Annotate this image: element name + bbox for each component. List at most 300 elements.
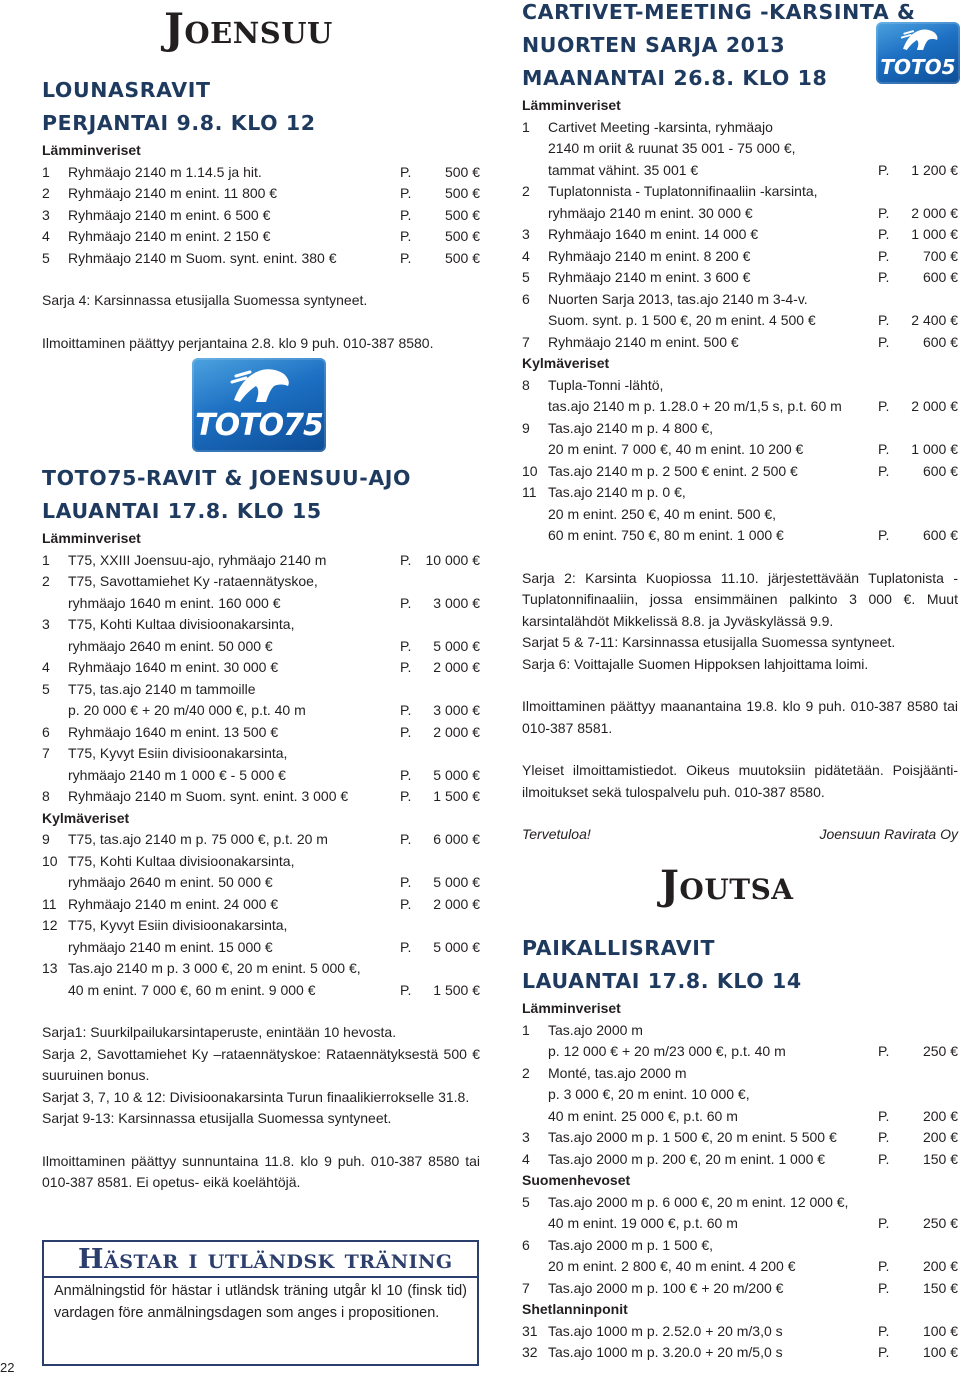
finnhorse-subheading: Suomenhevoset bbox=[522, 1172, 631, 1188]
prize-amount bbox=[902, 117, 958, 139]
race-description: Ryhmäajo 2140 m Suom. synt. enint. 380 € bbox=[68, 249, 337, 266]
race-number: 10 bbox=[42, 852, 58, 869]
race-row bbox=[42, 614, 480, 636]
prize-amount: 600 € bbox=[922, 527, 958, 543]
race-number: 4 bbox=[522, 1150, 530, 1167]
race-description: 20 m enint. 7 000 €, 40 m enint. 10 200 € bbox=[548, 441, 804, 457]
race-row bbox=[522, 375, 958, 397]
toto75-section bbox=[42, 462, 480, 1194]
race-row bbox=[522, 1256, 958, 1278]
prize-prefix bbox=[400, 679, 424, 701]
race-number bbox=[42, 765, 68, 787]
race-row bbox=[522, 1278, 958, 1300]
race-description: Ryhmäajo 2140 m 1.14.5 ja hit. bbox=[68, 163, 262, 180]
race-number bbox=[522, 1041, 548, 1063]
race-description: tas.ajo 2140 m p. 1.28.0 + 20 m/1,5 s, p.t. 60 m bbox=[548, 398, 842, 414]
note-text: Sarjat 5 & 7-11: Karsinnassa etusijalla Suomessa syntyneet. bbox=[522, 634, 896, 650]
race-row bbox=[522, 1235, 958, 1257]
race-number: 6 bbox=[522, 290, 530, 307]
race-list bbox=[522, 375, 958, 547]
prize-prefix: P. bbox=[878, 204, 890, 221]
prize-amount: 200 € bbox=[922, 1258, 958, 1274]
prize-prefix bbox=[878, 138, 902, 160]
prize-amount: 1 200 € bbox=[911, 161, 958, 178]
prize-prefix: P. bbox=[878, 312, 890, 328]
notes-list bbox=[42, 1022, 480, 1130]
race-description: Tuplatonnista - Tuplatonnifinaaliin -karsinta, bbox=[548, 183, 818, 199]
race-number bbox=[522, 1256, 548, 1278]
race-description: Tupla-Tonni -lähtö, bbox=[548, 376, 664, 393]
race-row bbox=[522, 1127, 958, 1149]
prize-amount bbox=[424, 679, 480, 701]
prize-prefix bbox=[878, 181, 902, 203]
prize-prefix: P. bbox=[878, 398, 890, 414]
joutsa-section bbox=[522, 932, 958, 1364]
race-description: Ryhmäajo 2140 m enint. 2 150 € bbox=[68, 228, 271, 244]
race-description: 40 m enint. 19 000 €, p.t. 60 m bbox=[548, 1215, 738, 1231]
prize-amount bbox=[902, 289, 958, 311]
race-number: 5 bbox=[42, 680, 50, 697]
race-number bbox=[522, 1213, 548, 1235]
race-description: Tas.ajo 2140 m p. 3 000 €, 20 m enint. 5 000 €, bbox=[68, 960, 361, 976]
race-description: Tas.ajo 2140 m p. 0 €, bbox=[548, 484, 686, 500]
foreign-training-box bbox=[42, 1240, 479, 1366]
prize-prefix: P. bbox=[400, 594, 412, 611]
race-row bbox=[522, 1084, 958, 1106]
prize-prefix: P. bbox=[878, 527, 890, 543]
race-description: 60 m enint. 750 €, 80 m enint. 1 000 € bbox=[548, 527, 784, 543]
note-text: Sarja 6: Voittajalle Suomen Hippoksen lahjoittama loimi. bbox=[522, 655, 869, 672]
race-number: 4 bbox=[42, 228, 50, 244]
warm-blood-subheading: Lämminveriset bbox=[42, 142, 141, 158]
race-row bbox=[522, 181, 958, 203]
notes-list bbox=[522, 568, 958, 676]
race-row bbox=[42, 593, 480, 615]
prize-prefix: P. bbox=[878, 161, 890, 178]
joutsa-heading: PAIKALLISRAVIT bbox=[522, 936, 716, 960]
race-row bbox=[42, 571, 480, 593]
race-number: 1 bbox=[42, 163, 50, 180]
race-row bbox=[42, 679, 480, 701]
note-text: Sarja 4: Karsinnassa etusijalla Suomessa syntyneet. bbox=[42, 292, 368, 308]
prize-amount: 2 000 € bbox=[433, 659, 480, 675]
prize-prefix: P. bbox=[400, 163, 412, 180]
prize-prefix bbox=[878, 418, 902, 440]
prize-amount: 5 000 € bbox=[433, 637, 480, 654]
prize-prefix bbox=[878, 1192, 902, 1214]
race-description: tammat vähint. 35 001 € bbox=[548, 161, 699, 178]
prize-prefix: P. bbox=[400, 981, 412, 998]
prize-amount: 3 000 € bbox=[433, 702, 480, 718]
race-description: ryhmäajo 2140 m 1 000 € - 5 000 € bbox=[68, 766, 286, 783]
race-description: Ryhmäajo 2140 m Suom. synt. enint. 3 000 € bbox=[68, 788, 349, 804]
prize-prefix: P. bbox=[878, 269, 890, 285]
race-number: 10 bbox=[522, 462, 538, 479]
prize-prefix: P. bbox=[878, 247, 890, 264]
prize-amount bbox=[902, 504, 958, 526]
horse-head-icon bbox=[226, 364, 296, 408]
race-number: 7 bbox=[42, 745, 50, 761]
prize-prefix: P. bbox=[878, 1043, 890, 1059]
race-number: 12 bbox=[42, 917, 58, 933]
prize-prefix: P. bbox=[878, 1107, 890, 1124]
prize-prefix bbox=[400, 915, 424, 937]
general-info-text: Yleiset ilmoittamistiedot. Oikeus muutoksiin pidätetään. Poisjäänti-ilmoitukset sekä tulospalvelu puh. 010-387 8580. bbox=[522, 762, 958, 800]
prize-amount bbox=[902, 418, 958, 440]
race-row bbox=[42, 226, 480, 248]
prize-amount: 5 000 € bbox=[433, 766, 480, 783]
box-title: Hästar i utländsk träning bbox=[78, 1244, 453, 1275]
prize-prefix: P. bbox=[400, 895, 412, 912]
note-text: Sarjat 3, 7, 10 & 12: Divisioonakarsinta Turun finaalikierrokselle 31.8. bbox=[42, 1088, 470, 1105]
prize-amount: 600 € bbox=[922, 269, 958, 285]
race-description: 20 m enint. 2 800 €, 40 m enint. 4 200 € bbox=[548, 1258, 796, 1274]
prize-amount: 500 € bbox=[444, 163, 480, 180]
race-row bbox=[522, 1321, 958, 1343]
race-number: 4 bbox=[522, 247, 530, 264]
prize-prefix: P. bbox=[878, 1129, 890, 1145]
prize-amount bbox=[424, 743, 480, 765]
race-number: 1 bbox=[522, 1021, 530, 1038]
prize-prefix: P. bbox=[878, 1344, 890, 1360]
prize-amount: 500 € bbox=[444, 206, 480, 223]
prize-prefix: P. bbox=[878, 1279, 890, 1296]
race-description: 2140 m oriit & ruunat 35 001 - 75 000 €, bbox=[548, 140, 796, 156]
race-description: Tas.ajo 2140 m p. 2 500 € enint. 2 500 € bbox=[548, 462, 798, 479]
cold-blood-subheading: Kylmäveriset bbox=[42, 809, 130, 826]
prize-amount bbox=[902, 138, 958, 160]
race-row bbox=[522, 461, 958, 483]
prize-amount bbox=[902, 1020, 958, 1042]
toto5-logo-text: TOTO5 bbox=[880, 55, 956, 79]
prize-amount bbox=[902, 482, 958, 504]
race-description: Suom. synt. p. 1 500 €, 20 m enint. 4 500 € bbox=[548, 312, 816, 328]
race-number: 1 bbox=[42, 551, 50, 568]
prize-prefix: P. bbox=[878, 226, 890, 242]
race-row bbox=[522, 332, 958, 354]
race-number: 5 bbox=[522, 1193, 530, 1210]
race-number bbox=[42, 980, 68, 1002]
toto75-date: LAUANTAI 17.8. KLO 15 bbox=[42, 499, 322, 523]
race-number: 7 bbox=[522, 333, 530, 350]
cartivet-heading: CARTIVET-MEETING -KARSINTA & bbox=[522, 0, 916, 24]
race-number bbox=[522, 160, 548, 182]
race-number bbox=[42, 636, 68, 658]
prize-prefix: P. bbox=[400, 938, 412, 955]
race-description: Cartivet Meeting -karsinta, ryhmäajo bbox=[548, 118, 773, 135]
prize-prefix: P. bbox=[400, 831, 412, 847]
prize-amount bbox=[902, 375, 958, 397]
prize-amount bbox=[424, 614, 480, 636]
race-row bbox=[522, 1063, 958, 1085]
race-row bbox=[522, 1213, 958, 1235]
prize-prefix: P. bbox=[400, 551, 412, 568]
race-list bbox=[522, 1192, 958, 1300]
race-row bbox=[42, 872, 480, 894]
registration-text: Ilmoittaminen päättyy maanantaina 19.8. klo 9 puh. 010-387 8580 tai 010-387 8581. bbox=[522, 698, 958, 736]
prize-amount: 250 € bbox=[922, 1215, 958, 1231]
race-description: T75, tas.ajo 2140 m p. 75 000 €, p.t. 20 m bbox=[68, 831, 328, 847]
race-number bbox=[522, 504, 548, 526]
toto75-heading: TOTO75-RAVIT & JOENSUU-AJO bbox=[42, 466, 412, 490]
race-row bbox=[42, 915, 480, 937]
race-description: Ryhmäajo 2140 m enint. 500 € bbox=[548, 333, 739, 350]
prize-amount bbox=[424, 851, 480, 873]
race-row bbox=[522, 482, 958, 504]
prize-amount: 2 000 € bbox=[433, 723, 480, 740]
prize-amount bbox=[902, 1063, 958, 1085]
race-description: Ryhmäajo 2140 m enint. 6 500 € bbox=[68, 206, 271, 223]
prize-prefix bbox=[878, 1063, 902, 1085]
race-row bbox=[42, 205, 480, 227]
prize-prefix: P. bbox=[878, 462, 890, 479]
race-number: 3 bbox=[522, 1129, 530, 1145]
prize-amount: 1 500 € bbox=[433, 981, 480, 998]
race-description: 40 m enint. 25 000 €, p.t. 60 m bbox=[548, 1107, 738, 1124]
town-title-joensuu: Joensuu bbox=[164, 4, 333, 53]
race-description: Ryhmäajo 1640 m enint. 13 500 € bbox=[68, 723, 279, 740]
race-number: 2 bbox=[42, 185, 50, 201]
race-row bbox=[42, 937, 480, 959]
race-description: Tas.ajo 2140 m p. 4 800 €, bbox=[548, 419, 713, 436]
warm-blood-subheading: Lämminveriset bbox=[522, 97, 621, 113]
joutsa-date: LAUANTAI 17.8. KLO 14 bbox=[522, 969, 802, 993]
race-number: 9 bbox=[42, 831, 50, 847]
race-number bbox=[522, 138, 548, 160]
race-row bbox=[522, 289, 958, 311]
prize-amount bbox=[902, 1084, 958, 1106]
race-row bbox=[522, 396, 958, 418]
race-number: 32 bbox=[522, 1344, 538, 1360]
race-description: T75, Kohti Kultaa divisioonakarsinta, bbox=[68, 852, 295, 869]
race-list bbox=[42, 550, 480, 808]
race-row bbox=[522, 267, 958, 289]
race-description: Tas.ajo 1000 m p. 2.52.0 + 20 m/3,0 s bbox=[548, 1322, 783, 1339]
prize-amount: 10 000 € bbox=[425, 551, 480, 568]
race-description: 20 m enint. 250 €, 40 m enint. 500 €, bbox=[548, 505, 777, 522]
prize-prefix bbox=[878, 117, 902, 139]
prize-prefix: P. bbox=[878, 333, 890, 350]
lounasravit-date: PERJANTAI 9.8. KLO 12 bbox=[42, 111, 316, 135]
race-list bbox=[522, 117, 958, 354]
race-row bbox=[522, 203, 958, 225]
race-description: Tas.ajo 1000 m p. 3.20.0 + 20 m/5,0 s bbox=[548, 1344, 783, 1360]
race-number: 1 bbox=[522, 118, 530, 135]
race-row bbox=[522, 1149, 958, 1171]
warm-blood-subheading: Lämminveriset bbox=[42, 530, 141, 546]
race-description: p. 12 000 € + 20 m/23 000 €, p.t. 40 m bbox=[548, 1043, 786, 1059]
prize-amount bbox=[902, 181, 958, 203]
race-description: T75, Kyvyt Esiin divisioonakarsinta, bbox=[68, 745, 288, 761]
prize-amount: 250 € bbox=[922, 1043, 958, 1059]
race-row bbox=[522, 1041, 958, 1063]
race-row bbox=[42, 722, 480, 744]
race-number: 3 bbox=[522, 226, 530, 242]
race-description: Tas.ajo 2000 m p. 6 000 €, 20 m enint. 12 000 €, bbox=[548, 1193, 849, 1210]
cartivet-section bbox=[522, 0, 958, 846]
race-row bbox=[522, 117, 958, 139]
race-description: T75, Kohti Kultaa divisioonakarsinta, bbox=[68, 616, 295, 632]
cold-blood-subheading: Kylmäveriset bbox=[522, 355, 610, 371]
prize-amount: 100 € bbox=[922, 1322, 958, 1339]
race-row bbox=[522, 525, 958, 547]
race-description: ryhmäajo 1640 m enint. 160 000 € bbox=[68, 594, 281, 611]
prize-amount bbox=[424, 958, 480, 980]
prize-amount: 2 000 € bbox=[433, 895, 480, 912]
race-row bbox=[522, 1192, 958, 1214]
prize-prefix bbox=[400, 571, 424, 593]
toto75-logo bbox=[192, 358, 326, 452]
race-row bbox=[42, 657, 480, 679]
prize-prefix bbox=[400, 614, 424, 636]
note-text: Sarjat 9-13: Karsinnassa etusijalla Suomessa syntyneet. bbox=[42, 1110, 392, 1126]
race-description: Ryhmäajo 1640 m enint. 14 000 € bbox=[548, 226, 759, 242]
race-number: 7 bbox=[522, 1279, 530, 1296]
cartivet-date: MAANANTAI 26.8. KLO 18 bbox=[522, 66, 828, 90]
race-list bbox=[42, 829, 480, 1001]
race-row bbox=[42, 851, 480, 873]
lounasravit-heading: LOUNASRAVIT bbox=[42, 78, 211, 102]
prize-amount: 150 € bbox=[922, 1279, 958, 1296]
race-number bbox=[42, 593, 68, 615]
race-row bbox=[522, 138, 958, 160]
prize-amount: 3 000 € bbox=[433, 594, 480, 611]
race-number: 3 bbox=[42, 206, 50, 223]
race-row bbox=[42, 700, 480, 722]
race-description: Tas.ajo 2000 m bbox=[548, 1021, 643, 1038]
race-row bbox=[42, 183, 480, 205]
prize-amount: 600 € bbox=[922, 462, 958, 479]
prize-amount: 150 € bbox=[922, 1150, 958, 1167]
race-description: Monté, tas.ajo 2000 m bbox=[548, 1064, 687, 1081]
race-row bbox=[42, 786, 480, 808]
prize-amount: 2 400 € bbox=[911, 312, 958, 328]
race-number: 2 bbox=[522, 183, 530, 199]
race-description: ryhmäajo 2140 m enint. 15 000 € bbox=[68, 938, 273, 955]
race-list bbox=[522, 1020, 958, 1171]
race-number: 8 bbox=[522, 376, 530, 393]
prize-prefix: P. bbox=[400, 788, 412, 804]
race-row bbox=[522, 1020, 958, 1042]
race-number: 6 bbox=[522, 1236, 530, 1253]
race-number bbox=[522, 439, 548, 461]
race-number: 5 bbox=[42, 249, 50, 266]
race-description: T75, Kyvyt Esiin divisioonakarsinta, bbox=[68, 917, 288, 933]
race-number bbox=[42, 872, 68, 894]
race-row bbox=[522, 160, 958, 182]
prize-amount: 100 € bbox=[922, 1344, 958, 1360]
page-number: 22 bbox=[0, 1360, 15, 1375]
race-list bbox=[42, 162, 480, 270]
race-number: 2 bbox=[42, 573, 50, 589]
race-number: 11 bbox=[522, 484, 537, 500]
lounasravit-section bbox=[42, 74, 480, 354]
prize-prefix bbox=[878, 289, 902, 311]
race-number bbox=[522, 525, 548, 547]
note-text: Sarja 2: Karsinta Kuopiossa 11.10. järjestettävään Tuplatonista - Tuplatonnifinaaliin, jossa ensimmäinen palkinto 3 000 €. Muut karsintalähdöt Mikkelissä 8.8. ja Jyväskylässä 9.9. bbox=[522, 569, 958, 629]
prize-prefix: P. bbox=[878, 1215, 890, 1231]
race-row bbox=[42, 550, 480, 572]
race-row bbox=[522, 418, 958, 440]
race-row bbox=[42, 829, 480, 851]
race-row bbox=[42, 743, 480, 765]
race-number: 6 bbox=[42, 723, 50, 740]
race-description: Ryhmäajo 2140 m enint. 24 000 € bbox=[68, 895, 279, 912]
prize-amount: 2 000 € bbox=[911, 398, 958, 414]
registration-text: Ilmoittaminen päättyy perjantaina 2.8. klo 9 puh. 010-387 8580. bbox=[42, 334, 434, 351]
race-description: Ryhmäajo 2140 m enint. 11 800 € bbox=[68, 185, 278, 201]
prize-amount: 600 € bbox=[922, 333, 958, 350]
prize-amount: 1 500 € bbox=[433, 788, 480, 804]
race-description: p. 3 000 €, 20 m enint. 10 000 €, bbox=[548, 1086, 750, 1102]
race-description: Tas.ajo 2000 m p. 100 € + 20 m/200 € bbox=[548, 1279, 784, 1296]
race-row bbox=[42, 162, 480, 184]
box-text: Anmälningstid för hästar i utländsk träning utgår kl 10 (finsk tid) vardagen före anmälningsdagen som anges i propositionen. bbox=[54, 1283, 467, 1321]
prize-amount: 1 000 € bbox=[911, 441, 958, 457]
prize-prefix: P. bbox=[878, 1322, 890, 1339]
race-number: 8 bbox=[42, 788, 50, 804]
race-number bbox=[42, 700, 68, 722]
race-row bbox=[522, 1106, 958, 1128]
race-row bbox=[42, 248, 480, 270]
race-row bbox=[522, 224, 958, 246]
race-description: Nuorten Sarja 2013, tas.ajo 2140 m 3-4-v. bbox=[548, 290, 808, 307]
race-description: Ryhmäajo 1640 m enint. 30 000 € bbox=[68, 659, 279, 675]
race-description: ryhmäajo 2640 m enint. 50 000 € bbox=[68, 637, 273, 654]
prize-amount: 500 € bbox=[444, 228, 480, 244]
race-row bbox=[522, 246, 958, 268]
welcome-text: Tervetuloa! bbox=[522, 826, 591, 842]
race-description: Tas.ajo 2000 m p. 1 500 €, 20 m enint. 5 500 € bbox=[548, 1129, 837, 1145]
race-number bbox=[522, 1106, 548, 1128]
race-row bbox=[522, 504, 958, 526]
prize-amount: 700 € bbox=[922, 247, 958, 264]
prize-amount: 200 € bbox=[922, 1107, 958, 1124]
prize-prefix: P. bbox=[400, 723, 412, 740]
race-number: 5 bbox=[522, 269, 530, 285]
prize-prefix: P. bbox=[400, 659, 412, 675]
note-text: Sarja1: Suurkilpailukarsintaperuste, enintään 10 hevosta. bbox=[42, 1024, 397, 1040]
prize-amount bbox=[424, 915, 480, 937]
race-row bbox=[42, 765, 480, 787]
race-description: Tas.ajo 2000 m p. 1 500 €, bbox=[548, 1236, 713, 1253]
prize-prefix bbox=[878, 1084, 902, 1106]
race-description: T75, Savottamiehet Ky -rataennätyskoe, bbox=[68, 573, 318, 589]
prize-prefix: P. bbox=[400, 766, 412, 783]
race-number bbox=[522, 1084, 548, 1106]
race-description: Ryhmäajo 2140 m enint. 8 200 € bbox=[548, 247, 751, 264]
race-number bbox=[522, 396, 548, 418]
prize-prefix: P. bbox=[400, 702, 412, 718]
race-row bbox=[522, 1342, 958, 1364]
prize-amount: 500 € bbox=[444, 185, 480, 201]
prize-amount bbox=[902, 1192, 958, 1214]
signoff-row bbox=[522, 824, 958, 846]
prize-prefix: P. bbox=[400, 874, 412, 890]
prize-amount: 1 000 € bbox=[911, 226, 958, 242]
race-number: 2 bbox=[522, 1064, 530, 1081]
race-number bbox=[42, 937, 68, 959]
race-number: 11 bbox=[42, 895, 57, 912]
shetland-subheading: Shetlanninponit bbox=[522, 1301, 628, 1317]
prize-prefix bbox=[878, 1235, 902, 1257]
race-description: Tas.ajo 2000 m p. 200 €, 20 m enint. 1 000 € bbox=[548, 1150, 826, 1167]
prize-prefix bbox=[878, 504, 902, 526]
prize-prefix bbox=[400, 958, 424, 980]
race-row bbox=[42, 636, 480, 658]
prize-amount: 500 € bbox=[444, 249, 480, 266]
prize-amount: 6 000 € bbox=[433, 831, 480, 847]
